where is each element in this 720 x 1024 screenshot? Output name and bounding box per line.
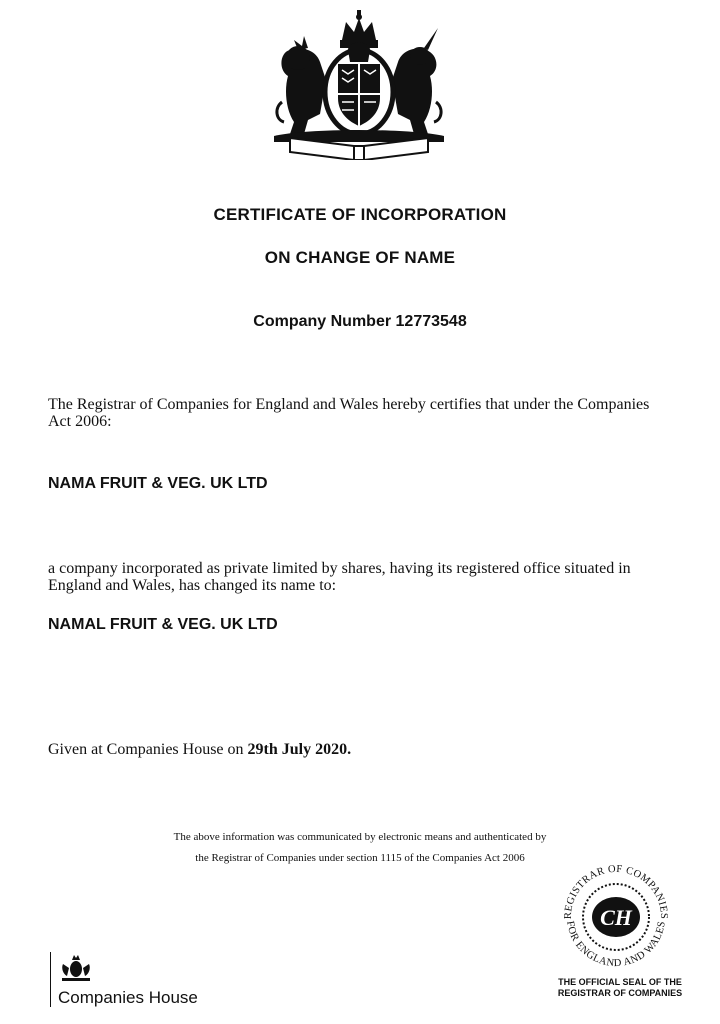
lion-supporter-icon xyxy=(277,36,326,134)
given-prefix: Given at Companies House on xyxy=(48,741,244,758)
change-statement-paragraph: a company incorporated as private limited by shares, having its registered office situated in England and Wales, has changed its name to: xyxy=(48,560,631,594)
crown-icon xyxy=(340,10,378,48)
registrar-seal xyxy=(557,858,675,976)
company-number-label: Company Number xyxy=(253,313,392,330)
given-at-line xyxy=(48,741,351,759)
certificate-subtitle: ON CHANGE OF NAME xyxy=(264,248,456,267)
seal-caption xyxy=(540,977,700,999)
company-number-value: 12773548 xyxy=(395,313,467,330)
old-company-name: NAMA FRUIT & VEG. UK LTD xyxy=(48,475,268,492)
shield-icon xyxy=(325,50,393,134)
logo-divider xyxy=(50,952,51,1007)
intro-paragraph: The Registrar of Companies for England and Wales hereby certifies that under the Companies Act 2006: xyxy=(48,396,650,430)
authentication-note-line1: The above information was communicated by electronic means and authenticated by xyxy=(173,831,547,843)
seal-ring-text-top: REGISTRAR OF COMPANIES xyxy=(562,863,670,920)
seal-caption-line2: REGISTRAR OF COMPANIES xyxy=(557,988,683,998)
seal-caption-line1: THE OFFICIAL SEAL OF THE xyxy=(558,977,682,987)
new-company-name: NAMAL FRUIT & VEG. UK LTD xyxy=(48,616,278,633)
given-date: 29th July 2020. xyxy=(247,741,352,758)
companies-house-wordmark: Companies House xyxy=(58,988,198,1007)
unicorn-supporter-icon xyxy=(392,28,441,134)
seal-monogram: CH xyxy=(600,905,632,930)
small-crest-icon xyxy=(59,954,93,982)
certificate-title: CERTIFICATE OF INCORPORATION xyxy=(213,205,507,224)
seal-ring-text-bottom: FOR ENGLAND AND WALES xyxy=(564,920,668,970)
royal-coat-of-arms xyxy=(268,10,450,160)
authentication-note-line2: the Registrar of Companies under section 1115 of the Companies Act 2006 xyxy=(195,852,525,864)
company-number-line xyxy=(0,313,720,331)
companies-house-logo xyxy=(50,952,240,1012)
